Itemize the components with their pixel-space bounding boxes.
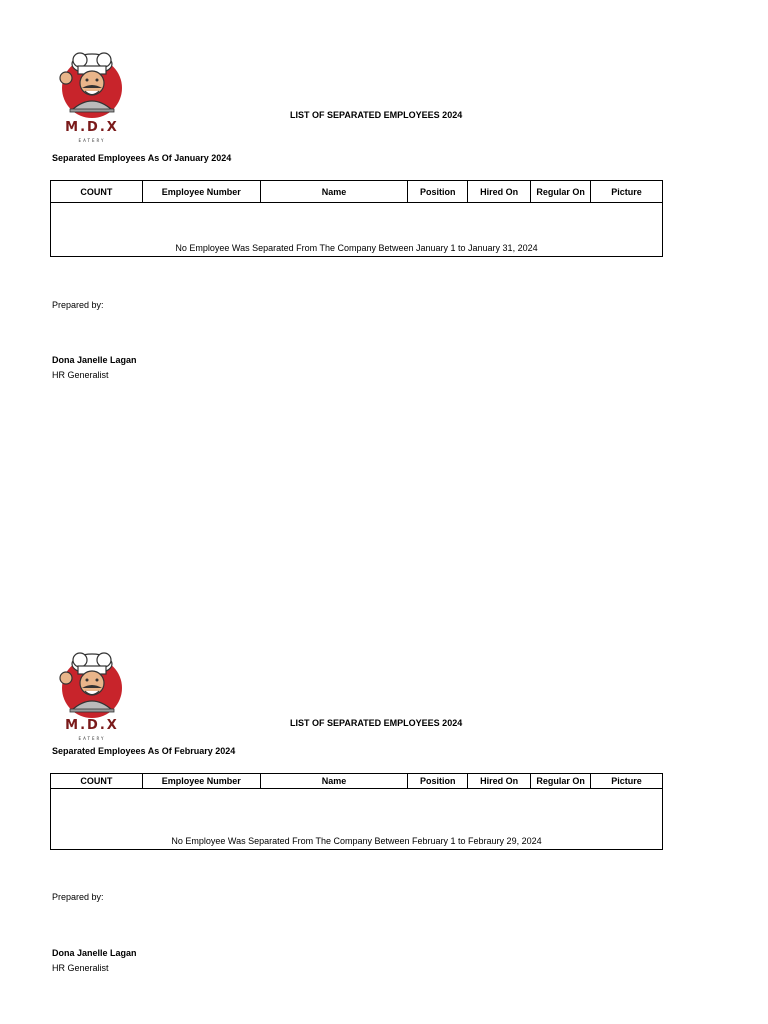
document-title: LIST OF SEPARATED EMPLOYEES 2024 bbox=[290, 718, 463, 728]
column-header-employee-number: Employee Number bbox=[142, 774, 260, 789]
no-separation-note: No Employee Was Separated From The Company Between January 1 to January 31, 2024 bbox=[51, 203, 663, 257]
table-row bbox=[51, 789, 663, 850]
column-header-regular-on: Regular On bbox=[531, 181, 591, 203]
column-header-hired-on: Hired On bbox=[468, 181, 531, 203]
column-header-regular-on: Regular On bbox=[531, 774, 591, 789]
chef-mascot-icon bbox=[52, 52, 132, 120]
section-subtitle: Separated Employees As Of January 2024 bbox=[52, 153, 232, 163]
company-logo bbox=[52, 652, 132, 741]
table-header-row bbox=[51, 774, 663, 789]
prepared-by-label: Prepared by: bbox=[52, 300, 104, 310]
chef-mascot-icon bbox=[52, 652, 132, 720]
table-header-row bbox=[51, 181, 663, 203]
document-title: LIST OF SEPARATED EMPLOYEES 2024 bbox=[290, 110, 463, 120]
signer-role: HR Generalist bbox=[52, 963, 109, 973]
column-header-name: Name bbox=[260, 774, 408, 789]
section-subtitle: Separated Employees As Of February 2024 bbox=[52, 746, 236, 756]
column-header-hired-on: Hired On bbox=[468, 774, 531, 789]
brand-name: M.D.X bbox=[65, 120, 119, 135]
brand-subtitle: EATERY bbox=[78, 736, 106, 741]
signer-name: Dona Janelle Lagan bbox=[52, 355, 137, 365]
column-header-name: Name bbox=[260, 181, 408, 203]
prepared-by-label: Prepared by: bbox=[52, 892, 104, 902]
column-header-employee-number: Employee Number bbox=[142, 181, 260, 203]
table-row bbox=[51, 203, 663, 257]
brand-name: M.D.X bbox=[65, 718, 119, 733]
column-header-position: Position bbox=[408, 774, 468, 789]
separated-employees-table bbox=[50, 773, 663, 850]
no-separation-note: No Employee Was Separated From The Company Between February 1 to Febraury 29, 2024 bbox=[51, 789, 663, 850]
column-header-count: COUNT bbox=[51, 181, 143, 203]
column-header-picture: Picture bbox=[591, 181, 663, 203]
signer-role: HR Generalist bbox=[52, 370, 109, 380]
column-header-picture: Picture bbox=[591, 774, 663, 789]
column-header-position: Position bbox=[408, 181, 468, 203]
company-logo bbox=[52, 52, 132, 143]
signer-name: Dona Janelle Lagan bbox=[52, 948, 137, 958]
column-header-count: COUNT bbox=[51, 774, 143, 789]
brand-subtitle: EATERY bbox=[78, 138, 106, 143]
separated-employees-table bbox=[50, 180, 663, 257]
